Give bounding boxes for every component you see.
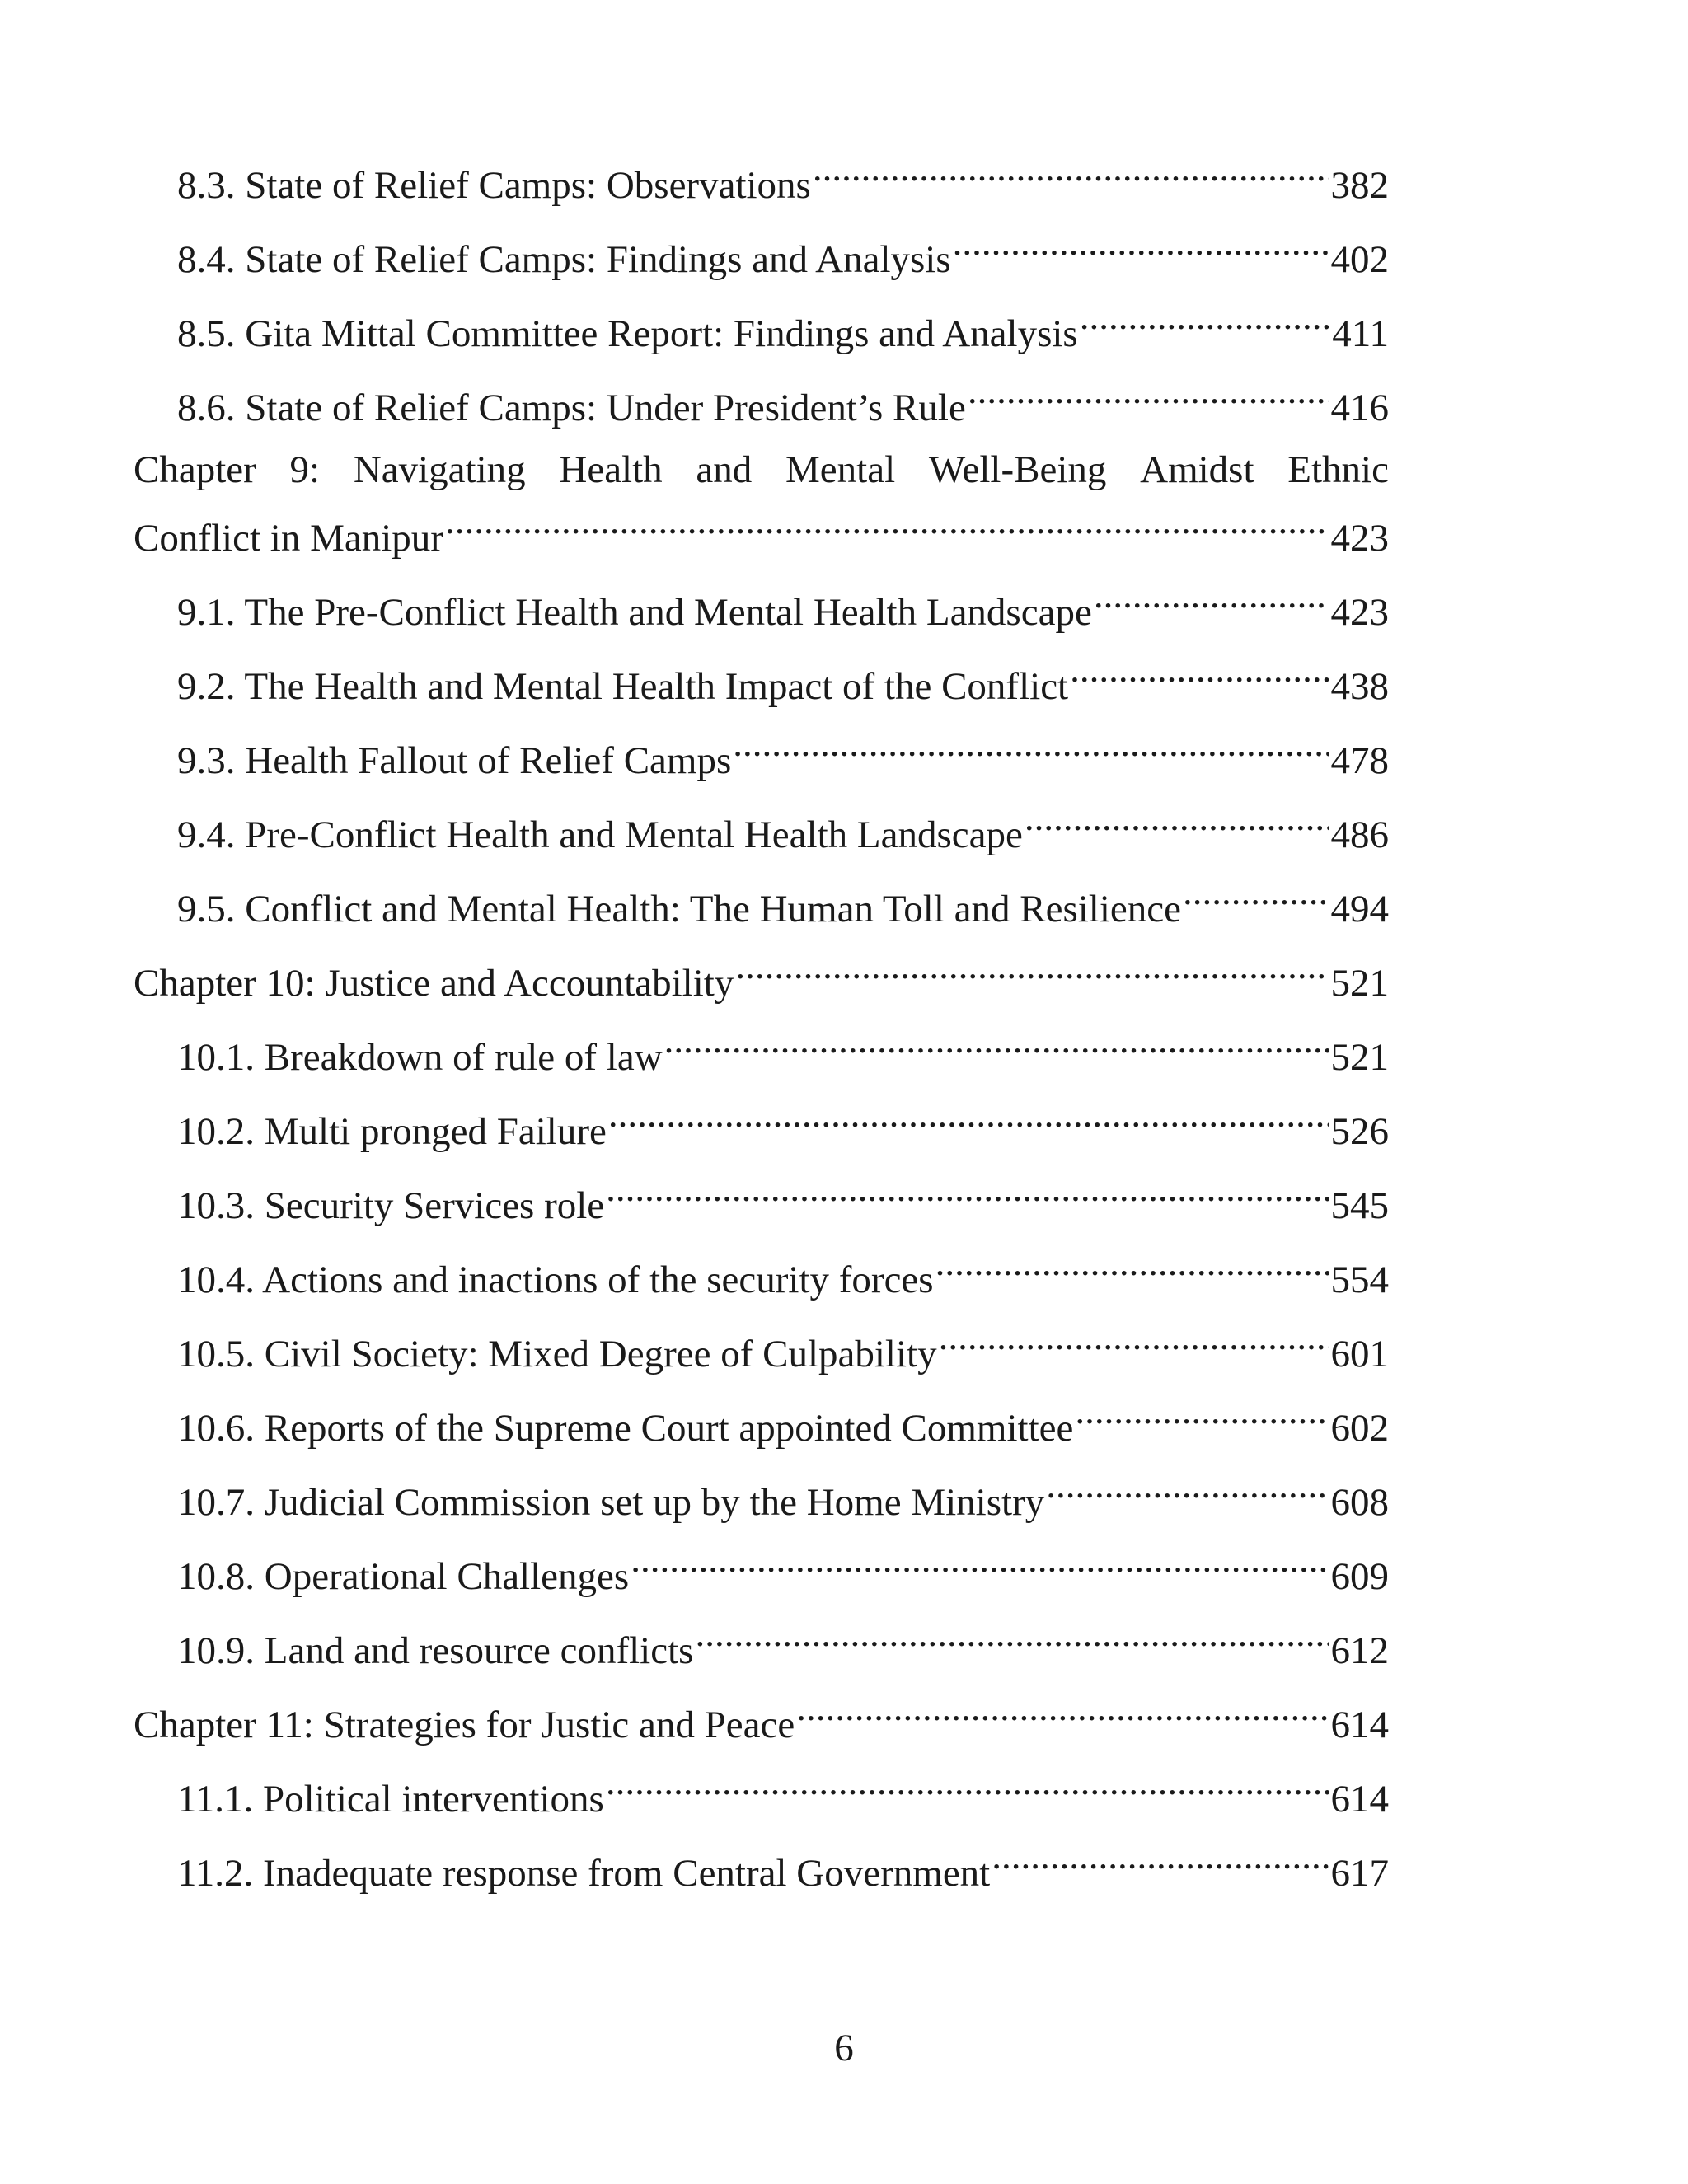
toc-entry-title: 9.3. Health Fallout of Relief Camps [177, 739, 732, 782]
toc-entry-title: Conflict in Manipur [134, 517, 443, 560]
toc-entry[interactable] [177, 1317, 1389, 1379]
toc-entry-page: 411 [1332, 312, 1389, 355]
toc-entry-title: 11.2. Inadequate response from Central Government [177, 1852, 991, 1895]
toc-entry-page: 601 [1330, 1333, 1389, 1376]
dot-leader [606, 1169, 1329, 1218]
toc-entry[interactable] [177, 223, 1389, 284]
toc-entry[interactable] [177, 1836, 1389, 1898]
toc-entry-title: 10.1. Breakdown of rule of law [177, 1036, 663, 1079]
word: 9: [289, 448, 321, 491]
word: Health [559, 448, 663, 491]
toc-entry-page: 486 [1330, 813, 1389, 856]
toc-entry-page: 614 [1330, 1704, 1389, 1746]
toc-entry[interactable] [177, 1243, 1389, 1305]
dot-leader [992, 1836, 1329, 1886]
toc-entry[interactable] [177, 1020, 1389, 1082]
toc-entry[interactable] [177, 1465, 1389, 1527]
toc-entry-title: 8.4. State of Relief Camps: Findings and Analysis [177, 238, 951, 281]
dot-leader [1046, 1465, 1329, 1515]
toc-entry-title: 8.6. State of Relief Camps: Under President’s Rule [177, 387, 966, 429]
toc-entry-page: 416 [1330, 387, 1389, 429]
toc-entry-page: 438 [1330, 665, 1389, 708]
toc-entry[interactable] [177, 872, 1389, 934]
dot-leader [606, 1762, 1329, 1811]
toc-entry[interactable] [177, 148, 1389, 210]
dot-leader [733, 724, 1329, 773]
word: and [696, 448, 753, 491]
toc-entry[interactable] [177, 575, 1389, 637]
toc-chapter-title-line1[interactable] [134, 445, 1389, 494]
toc-entry-title: 10.6. Reports of the Supreme Court appointed Committee [177, 1407, 1074, 1450]
toc-entry-page: 545 [1330, 1184, 1389, 1227]
toc-entry-page: 608 [1330, 1481, 1389, 1524]
toc-entry-title: 10.5. Civil Society: Mixed Degree of Culpability [177, 1333, 937, 1376]
toc-entry-title: 10.9. Land and resource conflicts [177, 1629, 694, 1672]
toc-entry[interactable] [177, 297, 1389, 359]
toc-entry-page: 478 [1330, 739, 1389, 782]
toc-entry-page: 494 [1330, 888, 1389, 930]
toc-entry-title: 10.7. Judicial Commission set up by the Home Ministry [177, 1481, 1045, 1524]
dot-leader [796, 1688, 1329, 1737]
toc-entry[interactable] [134, 501, 1389, 563]
word: Chapter [134, 448, 256, 491]
toc-entry-title: 10.8. Operational Challenges [177, 1555, 630, 1598]
toc-entry-page: 526 [1330, 1110, 1389, 1153]
toc-entry-page: 521 [1330, 962, 1389, 1005]
toc-entry-title: 9.4. Pre-Conflict Health and Mental Health Landscape [177, 813, 1023, 856]
toc-entry-page: 521 [1330, 1036, 1389, 1079]
toc-entry-title: 11.1. Political interventions [177, 1778, 604, 1821]
toc-entry[interactable] [177, 1094, 1389, 1156]
toc-entry[interactable] [177, 1540, 1389, 1601]
dot-leader [935, 1243, 1329, 1292]
toc-entry-page: 554 [1330, 1258, 1389, 1301]
word: Amidst [1140, 448, 1254, 491]
toc-entry[interactable] [134, 946, 1389, 1008]
dot-leader [813, 148, 1329, 198]
toc-entry[interactable] [177, 649, 1389, 711]
toc-entry[interactable] [177, 724, 1389, 785]
dot-leader [1070, 649, 1329, 699]
toc-entry-page: 382 [1330, 164, 1389, 207]
dot-leader [695, 1614, 1329, 1663]
dot-leader [608, 1094, 1329, 1144]
dot-leader [1025, 798, 1329, 847]
word: Well-Being [928, 448, 1107, 491]
toc-entry-page: 614 [1330, 1778, 1389, 1821]
word: Navigating [353, 448, 526, 491]
toc-entry-title: 10.3. Security Services role [177, 1184, 605, 1227]
toc-entry-page: 423 [1330, 591, 1389, 634]
toc-entry[interactable] [177, 1614, 1389, 1675]
dot-leader [1080, 297, 1331, 346]
toc-entry[interactable] [134, 1688, 1389, 1750]
toc-entry-title: 9.2. The Health and Mental Health Impact of the Conflict [177, 665, 1069, 708]
dot-leader [968, 371, 1329, 420]
toc-entry-title: 10.2. Multi pronged Failure [177, 1110, 607, 1153]
toc-entry-page: 423 [1330, 517, 1389, 560]
toc-entry-page: 609 [1330, 1555, 1389, 1598]
dot-leader [445, 501, 1329, 551]
dot-leader [631, 1540, 1329, 1589]
toc-entry-title: Chapter 10: Justice and Accountability [134, 962, 734, 1005]
toc-entry[interactable] [177, 1169, 1389, 1230]
toc-entry-page: 612 [1330, 1629, 1389, 1672]
word: Ethnic [1287, 448, 1389, 491]
toc-entry[interactable] [177, 1762, 1389, 1824]
toc-entry-title: 10.4. Actions and inactions of the security forces [177, 1258, 934, 1301]
toc-entry-title: 9.1. The Pre-Conflict Health and Mental Health Landscape [177, 591, 1092, 634]
page-number: 6 [834, 2027, 854, 2069]
dot-leader [1183, 872, 1329, 921]
toc-entry-title: 9.5. Conflict and Mental Health: The Human Toll and Resilience [177, 888, 1182, 930]
dot-leader [664, 1020, 1329, 1070]
toc-entry[interactable] [177, 1391, 1389, 1453]
dot-leader [1094, 575, 1329, 625]
dot-leader [939, 1317, 1329, 1366]
word: Mental [785, 448, 896, 491]
toc-entry-page: 402 [1330, 238, 1389, 281]
toc-entry-title: 8.3. State of Relief Camps: Observations [177, 164, 811, 207]
dot-leader [953, 223, 1329, 272]
toc-entry[interactable] [177, 798, 1389, 860]
toc-entry-page: 617 [1330, 1852, 1389, 1895]
toc-entry-title: Chapter 11: Strategies for Justic and Peace [134, 1704, 795, 1746]
dot-leader [1075, 1391, 1329, 1441]
toc-entry-page: 602 [1330, 1407, 1389, 1450]
toc-entry-title: 8.5. Gita Mittal Committee Report: Findings and Analysis [177, 312, 1078, 355]
dot-leader [735, 946, 1329, 996]
toc-entry[interactable] [177, 371, 1389, 433]
